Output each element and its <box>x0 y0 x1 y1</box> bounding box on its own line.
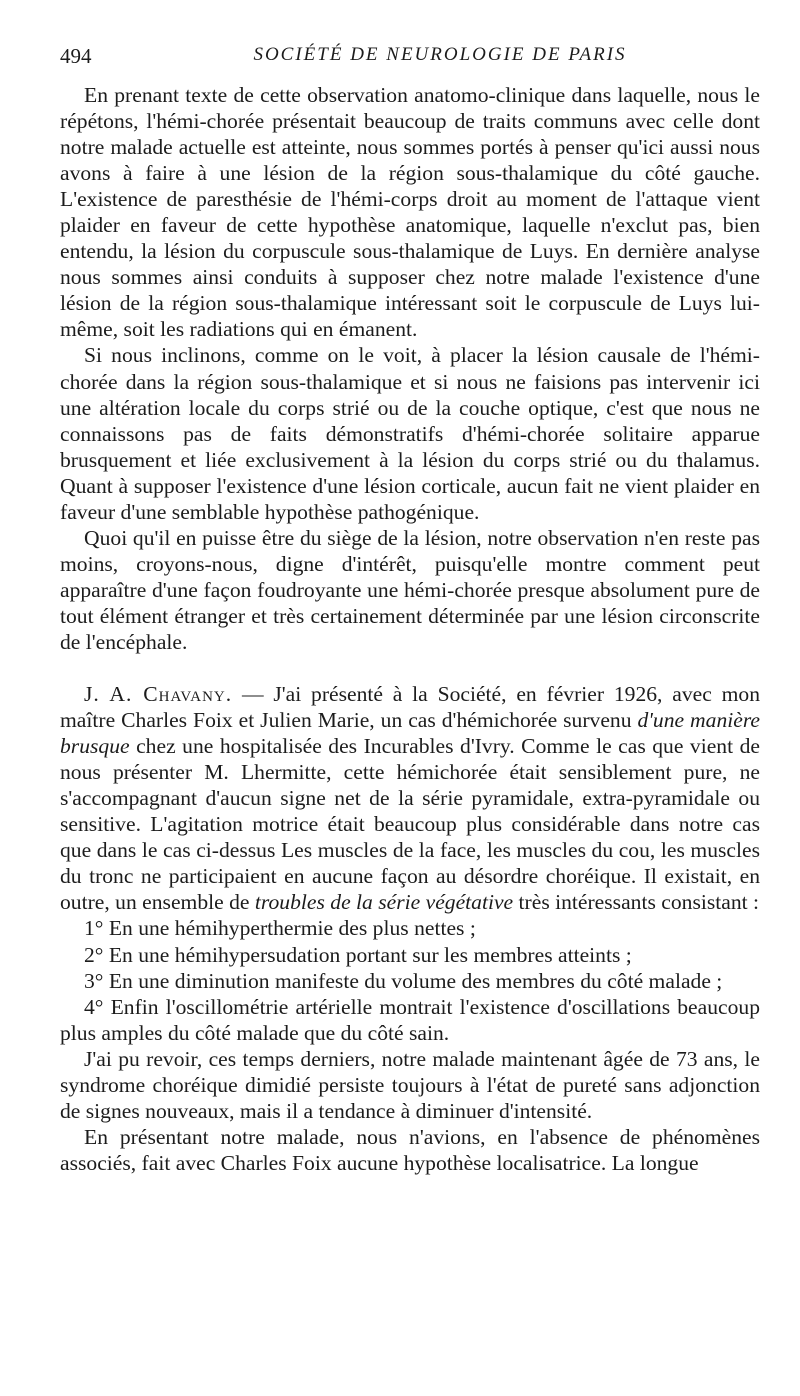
paragraph: J'ai pu revoir, ces temps derniers, notre malade maintenant âgée de 73 ans, le syndrome choréique dimidié persiste toujours à l'état de pureté sans adjonction de signes nouveaux, mais il a tendance à diminuer d'intensité. <box>60 1046 760 1123</box>
paragraph: En prenant texte de cette observation anatomo-clinique dans laquelle, nous le répétons, l'hémi-chorée présentait beaucoup de traits communs avec celle dont notre malade actuelle est atteinte, nous sommes portés à penser qu'ici aussi nous avons à faire à une lésion de la région sous-thalamique du côté gauche. L'existence de paresthésie de l'hémi-corps droit au moment de l'attaque vient plaider en faveur de cette hypothèse anatomique, laquelle n'exclut pas, bien entendu, la lésion du corpuscule sous-thalamique de Luys. En dernière analyse nous sommes ainsi conduits à supposer chez notre malade l'existence d'une lésion de la région sous-thalamique intéressant soit le corpuscule de Luys lui-même, soit les radiations qui en émanent. <box>60 83 760 342</box>
running-title: SOCIÉTÉ DE NEUROLOGIE DE PARIS <box>253 44 627 65</box>
list-item: 2° En une hémihypersudation portant sur les membres atteints ; <box>84 942 632 967</box>
page-number: 494 <box>60 44 92 68</box>
author-name: J. A. Chavany. <box>84 682 233 707</box>
italic-phrase: d'une manière brusque <box>60 708 761 759</box>
paragraph: En présentant notre malade, nous n'avions, en l'absence de phénomènes associés, fait avec Charles Foix aucune hypothèse localisatrice. La longue <box>60 1124 760 1175</box>
body-text <box>60 82 760 1176</box>
text-run: — J'ai présenté à la Société, en février 1926, avec mon maître Charles Foix et Julien Marie, un cas d'hémichorée survenu <box>60 682 760 733</box>
paragraph: Quoi qu'il en puisse être du siège de la lésion, notre observation n'en reste pas moins, croyons-nous, digne d'intérêt, puisqu'elle montre comment peut apparaître d'une façon foudroyante une hémi-chorée presque absolument pure de tout élément étranger et très certainement déterminée par une lésion circonscrite de l'encéphale. <box>60 525 760 654</box>
italic-phrase: troubles de la série végétative <box>254 890 514 915</box>
list-item: 1° En une hémihyperthermie des plus nettes ; <box>84 916 476 941</box>
paragraph: Si nous inclinons, comme on le voit, à placer la lésion causale de l'hémi-chorée dans la région sous-thalamique et si nous ne faisions pas intervenir ici une altération locale du corps strié ou de la couche optique, c'est que nous ne connaissons pas de faits démonstratifs d'hémi-chorée solitaire apparue brusquement et liée exclusivement à la lésion du corps strié ou du thalamus. Quant à supposer l'existence d'une lésion corticale, aucun fait ne vient plaider en faveur d'une semblable hypothèse pathogénique. <box>60 343 760 524</box>
text-run: très intéressants consistant : <box>513 890 760 915</box>
list-item: 4° Enfin l'oscillométrie artérielle montrait l'existence d'oscillations beaucoup plus amples du côté malade que du côté sain. <box>60 994 760 1045</box>
list-item: 3° En une diminution manifeste du volume des membres du côté malade ; <box>84 968 723 993</box>
page-header <box>60 44 760 74</box>
text-run: chez une hospitalisée des Incurables d'Ivry. Comme le cas que vient de nous présenter M. Lhermitte, cette hémichorée était sensiblement pure, ne s'accompagnant d'aucun signe net de la série pyramidale, extra-pyramidale ou sensitive. L'agitation motrice était beaucoup plus considérable dans notre cas que dans le cas ci-dessus Les muscles de la face, les muscles du cou, les muscles du tronc ne participaient en aucune façon au désordre choréique. Il existait, en outre, un ensemble de <box>60 734 760 915</box>
discussion-paragraph <box>60 681 760 915</box>
